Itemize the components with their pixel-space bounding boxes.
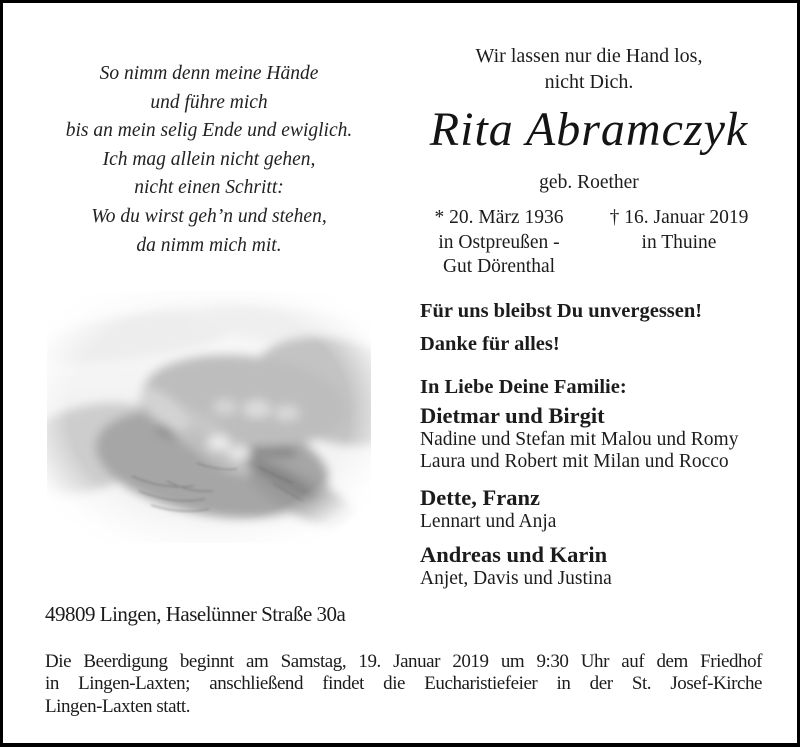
family-group-heads: Dette, Franz xyxy=(420,485,540,510)
address-line: 49809 Lingen, Haselünner Straße 30a xyxy=(45,602,346,626)
maiden-name: geb. Roether xyxy=(539,172,639,193)
death-info xyxy=(589,204,769,279)
tribute-line: Für uns bleibst Du unvergessen! xyxy=(420,300,703,322)
poem-line: Wo du wirst geh’n und stehen, xyxy=(91,205,327,227)
family-group-heads: Andreas und Karin xyxy=(420,542,608,567)
family-group-member: Laura und Robert mit Milan und Rocco xyxy=(420,451,729,472)
hands-illustration xyxy=(47,291,371,543)
poem-line: und führe mich xyxy=(150,91,268,113)
family-group-member: Anjet, Davis und Justina xyxy=(420,568,612,589)
death-date: † 16. Januar 2019 xyxy=(609,207,749,228)
funeral-notice-line: Lingen-Laxten statt. xyxy=(45,695,191,717)
clasped-hands-photo xyxy=(47,291,371,543)
family-group-member: Lennart und Anja xyxy=(420,511,557,532)
family-group-member: Nadine und Stefan mit Malou und Romy xyxy=(420,429,739,450)
poem-line: Ich mag allein nicht gehen, xyxy=(102,148,316,170)
birth-date: * 20. März 1936 xyxy=(434,207,564,228)
deceased-name: Rita Abramczyk xyxy=(429,103,749,156)
birth-place-line: Gut Dörenthal xyxy=(442,256,556,277)
poem-line: nicht einen Schritt: xyxy=(134,177,284,199)
funeral-notice xyxy=(45,651,762,718)
poem-line: bis an mein selig Ende und ewiglich. xyxy=(65,120,353,142)
poem-line: da nimm mich mit. xyxy=(136,234,282,256)
epigraph xyxy=(407,43,771,95)
family-group-heads: Dietmar und Birgit xyxy=(420,403,605,428)
life-dates xyxy=(409,204,769,279)
birth-info xyxy=(409,204,589,279)
family-block xyxy=(420,299,780,590)
funeral-notice-line: in Lingen-Laxten; anschließend findet die Eucharistiefeier in der St. Josef-Kirche xyxy=(45,673,762,695)
epigraph-line: Wir lassen nur die Hand los, xyxy=(475,45,703,67)
death-place-line: in Thuine xyxy=(641,232,717,253)
epigraph-line: nicht Dich. xyxy=(544,71,634,93)
birth-place-line: in Ostpreußen - xyxy=(438,232,560,253)
poem xyxy=(41,60,377,260)
poem-line: So nimm denn meine Hände xyxy=(99,63,319,84)
funeral-notice-line: Die Beerdigung beginnt am Samstag, 19. Januar 2019 um 9:30 Uhr auf dem Friedhof xyxy=(45,651,762,672)
family-intro: In Liebe Deine Familie: xyxy=(420,376,627,398)
tribute-line: Danke für alles! xyxy=(420,333,560,355)
